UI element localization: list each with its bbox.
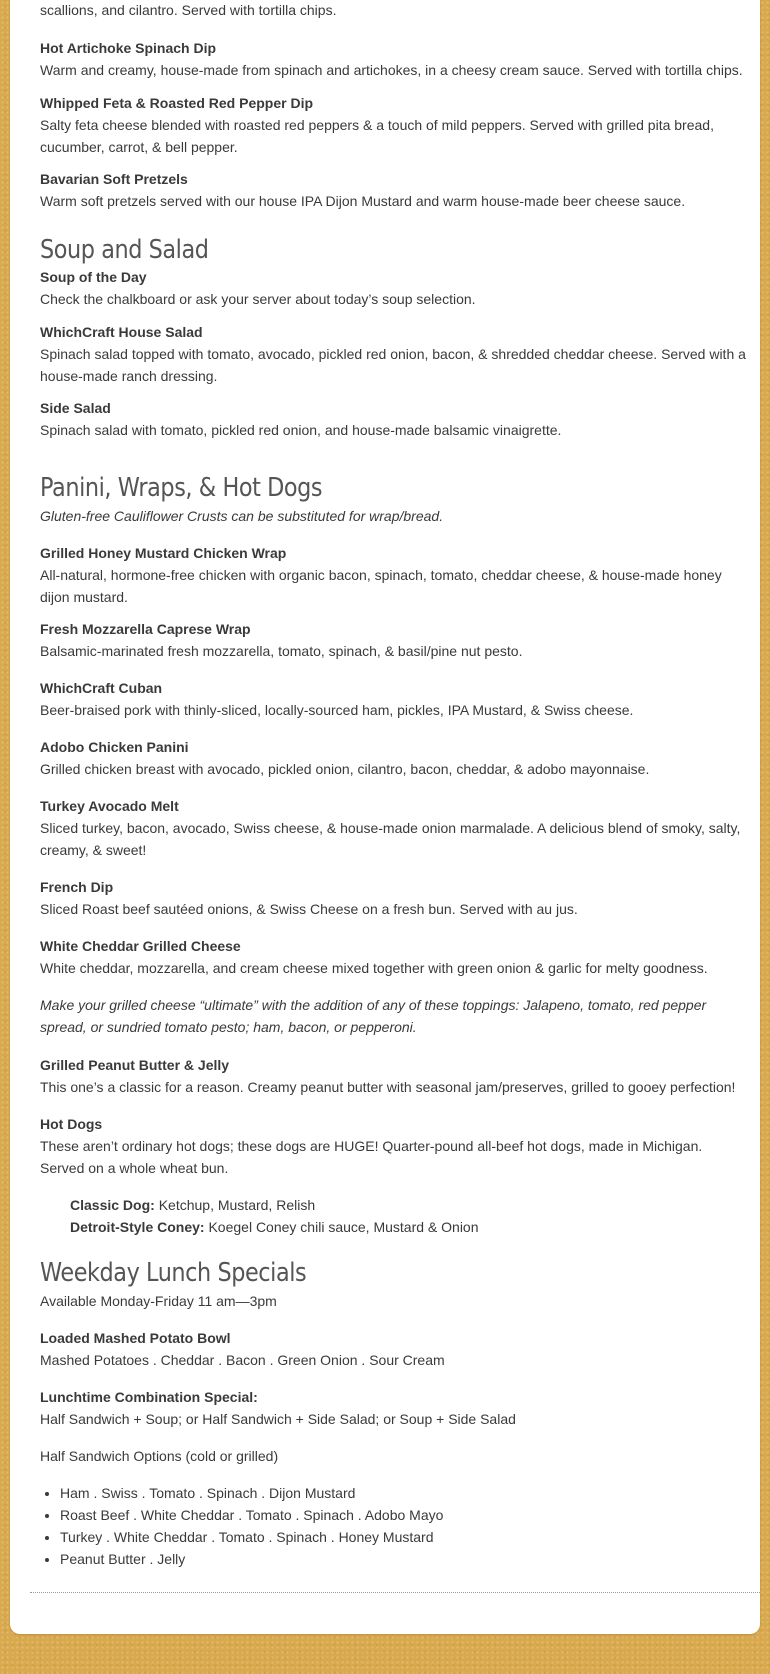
item-desc: Beer-braised pork with thinly-sliced, locally-sourced ham, pickles, IPA Mustard, & Swiss cheese.	[40, 702, 634, 718]
menu-item	[40, 397, 750, 441]
menu-item	[40, 168, 750, 212]
menu-item	[40, 37, 750, 81]
item-desc: These aren’t ordinary hot dogs; these dogs are HUGE! Quarter-pound all-beef hot dogs, made in Michigan. Served on a whole wheat bun.	[40, 1138, 703, 1176]
menu-item	[40, 321, 750, 387]
item-name: Turkey Avocado Melt	[40, 798, 179, 814]
item-desc: Sliced turkey, bacon, avocado, Swiss cheese, & house-made onion marmalade. A delicious blend of smoky, salty, creamy, & sweet!	[40, 820, 741, 858]
item-name: Bavarian Soft Pretzels	[40, 171, 188, 187]
dog-style	[70, 1194, 750, 1216]
lunch-availability: Available Monday-Friday 11 am—3pm	[40, 1293, 277, 1309]
item-desc: Spinach salad with tomato, pickled red onion, and house-made balsamic vinaigrette.	[40, 422, 562, 438]
item-name: Hot Artichoke Spinach Dip	[40, 40, 217, 56]
item-desc: Half Sandwich + Soup; or Half Sandwich + Side Salad; or Soup + Side Salad	[40, 1411, 516, 1427]
menu-item	[40, 542, 750, 608]
item-desc: Spinach salad topped with tomato, avocado, pickled red onion, bacon, & shredded cheddar cheese. Served with a house-made ranch dressing.	[40, 346, 746, 384]
section-heading-lunch: Weekday Lunch Specials	[40, 1258, 307, 1288]
list-item: • Peanut Butter . Jelly	[60, 1548, 770, 1570]
item-name: Grilled Peanut Butter & Jelly	[40, 1057, 230, 1073]
menu-item	[40, 876, 750, 920]
item-name: Whipped Feta & Roasted Red Pepper Dip	[40, 95, 314, 111]
menu-panel	[10, 0, 760, 1634]
item-desc: Grilled chicken breast with avocado, pickled onion, cilantro, bacon, cheddar, & adobo mayonnaise.	[40, 761, 650, 777]
dog-style-text: Koegel Coney chili sauce, Mustard & Onion	[208, 1219, 479, 1235]
item-name: WhichCraft Cuban	[40, 680, 163, 696]
section-heading-panini: Panini, Wraps, & Hot Dogs	[40, 473, 323, 503]
item-desc: All-natural, hormone-free chicken with organic bacon, spinach, tomato, cheddar cheese, & house-made honey dijon mustard.	[40, 567, 722, 605]
list-item: • Ham . Swiss . Tomato . Spinach . Dijon Mustard	[60, 1482, 770, 1504]
item-desc: Balsamic-marinated fresh mozzarella, tomato, spinach, & basil/pine nut pesto.	[40, 643, 523, 659]
ultimate-toppings-note: Make your grilled cheese “ultimate” with the addition of any of these toppings: Jalapeno, tomato, red pepper spread, or sundried tomato pesto; ham, bacon, or pepperoni.	[40, 997, 707, 1035]
item-name: Grilled Honey Mustard Chicken Wrap	[40, 545, 287, 561]
salsa-desc-tail: scallions, and cilantro. Served with tortilla chips.	[40, 2, 337, 18]
dog-style-text: Ketchup, Mustard, Relish	[158, 1197, 316, 1213]
dog-style-label: Classic Dog:	[70, 1197, 155, 1213]
item-desc: Sliced Roast beef sautéed onions, & Swiss Cheese on a fresh bun. Served with au jus.	[40, 901, 578, 917]
menu-item	[40, 92, 750, 158]
item-desc: This one’s a classic for a reason. Creamy peanut butter with seasonal jam/preserves, grilled to gooey perfection!	[40, 1079, 736, 1095]
menu-item	[40, 935, 750, 979]
item-desc: Warm and creamy, house-made from spinach and artichokes, in a cheesy cream sauce. Served with tortilla chips.	[40, 62, 743, 78]
half-sandwich-options-list	[40, 1482, 770, 1570]
list-item: • Roast Beef . White Cheddar . Tomato . Spinach . Adobo Mayo	[60, 1504, 770, 1526]
item-desc: Mashed Potatoes . Cheddar . Bacon . Green Onion . Sour Cream	[40, 1352, 445, 1368]
item-name: Soup of the Day	[40, 269, 147, 285]
hot-dog-styles	[40, 1194, 750, 1238]
item-name: White Cheddar Grilled Cheese	[40, 938, 241, 954]
item-name: French Dip	[40, 879, 114, 895]
dog-style	[70, 1216, 750, 1238]
item-desc: Warm soft pretzels served with our house IPA Dijon Mustard and warm house-made beer cheese sauce.	[40, 193, 686, 209]
item-name: Loaded Mashed Potato Bowl	[40, 1330, 231, 1346]
item-desc: White cheddar, mozzarella, and cream cheese mixed together with green onion & garlic for melty goodness.	[40, 960, 708, 976]
item-name: Side Salad	[40, 400, 111, 416]
menu-item	[40, 795, 750, 861]
menu-item	[40, 1327, 750, 1371]
menu-item	[40, 736, 750, 780]
bottom-divider	[30, 1592, 760, 1593]
gluten-free-note: Gluten-free Cauliflower Crusts can be substituted for wrap/bread.	[40, 508, 444, 524]
menu-item	[40, 266, 750, 310]
item-name: Hot Dogs	[40, 1116, 103, 1132]
dog-style-label: Detroit-Style Coney:	[70, 1219, 205, 1235]
section-heading-soup-salad: Soup and Salad	[40, 235, 209, 265]
item-name: Adobo Chicken Panini	[40, 739, 189, 755]
item-desc: Check the chalkboard or ask your server about today’s soup selection.	[40, 291, 476, 307]
menu-item	[40, 618, 750, 662]
item-name: Fresh Mozzarella Caprese Wrap	[40, 621, 251, 637]
menu-item	[40, 1054, 750, 1098]
item-desc: Salty feta cheese blended with roasted red peppers & a touch of mild peppers. Served with grilled pita bread, cucumber, carrot, & bell pepper.	[40, 117, 714, 155]
item-name: WhichCraft House Salad	[40, 324, 203, 340]
menu-item	[40, 677, 750, 721]
half-sandwich-options-title: Half Sandwich Options (cold or grilled)	[40, 1448, 279, 1464]
menu-item	[40, 1386, 750, 1430]
item-name: Lunchtime Combination Special:	[40, 1389, 258, 1405]
list-item: • Turkey . White Cheddar . Tomato . Spinach . Honey Mustard	[60, 1526, 770, 1548]
menu-item	[40, 1113, 750, 1179]
